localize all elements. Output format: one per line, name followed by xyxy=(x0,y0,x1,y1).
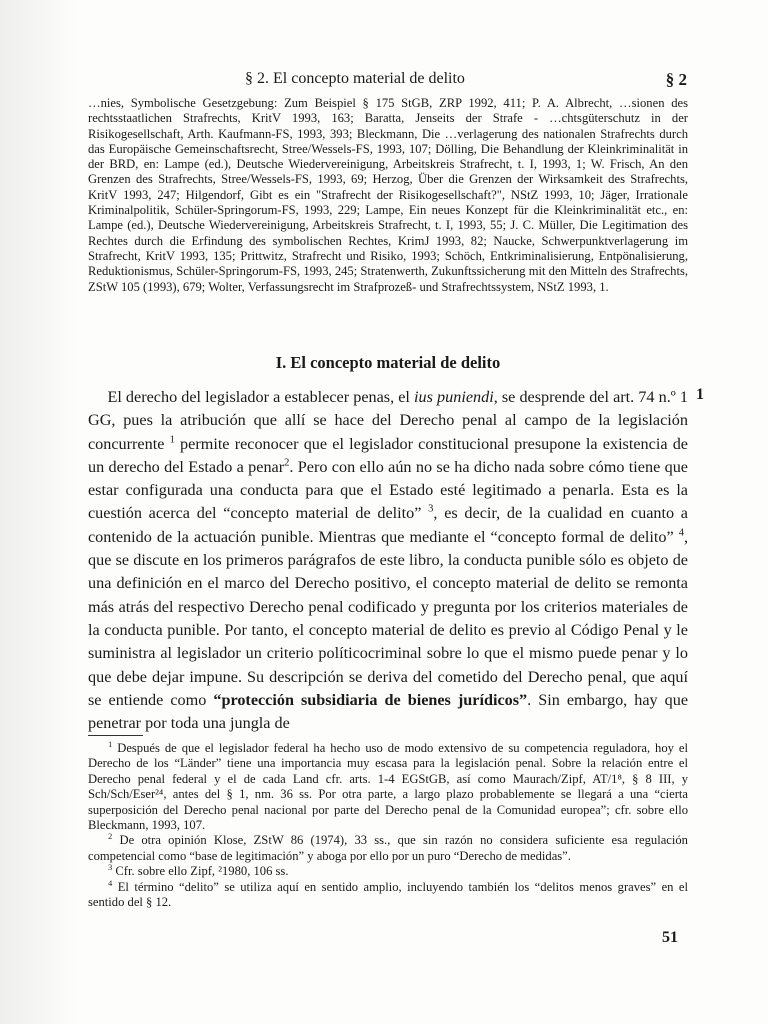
text-run: , se desprende del art. 74 n.º 1 GG, pues la atribución que allí se hace del Derecho penal al campo de la legislación concurrente xyxy=(88,388,688,453)
footnote-1 xyxy=(88,741,688,833)
footnote-number: 2 xyxy=(108,832,113,842)
footnote-ref: 2 xyxy=(284,457,290,469)
section-heading: I. El concepto material de delito xyxy=(275,353,501,372)
footnote-text: Cfr. sobre ello Zipf, ²1980, 106 ss. xyxy=(115,864,289,879)
footnotes xyxy=(88,741,688,910)
running-head-section: § 2 xyxy=(665,70,687,89)
footnote-4 xyxy=(88,880,688,911)
margin-number: 1 xyxy=(696,386,704,403)
text-run: , es decir, de la cualidad en cuanto a contenido de la actuación punible. Mientras que mediante el “concepto formal de delito” xyxy=(88,504,688,546)
footnote-rule xyxy=(88,735,143,736)
footnote-number: 1 xyxy=(108,739,113,749)
footnote-number: 4 xyxy=(108,878,113,888)
footnote-number: 3 xyxy=(108,863,113,873)
text-run: El derecho del legislador a establecer penas, el xyxy=(107,388,415,406)
text-run: . Pero con ello aún no se ha dicho nada sobre cómo tiene que estar configurada una conducta para que el Estado esté legitimado a penarla. Esta es la cuestión acerca del “concepto material de delito” xyxy=(88,457,688,523)
footnote-ref: 1 xyxy=(169,434,175,446)
bibliography-text: …nies, Symbolische Gesetzgebung: Zum Beispiel § 175 StGB, ZRP 1992, 411; P. A. Albrecht, …sionen des rechtsstaatlichen Strafrechts, KritV 1993, 163; Baratta, Jenseits der Strafe - …chtsgüterschutz in der Risikogesellschaft, Arth. Kaufmann-FS, 1993, 393; Bleckmann, Die …verlagerung des nationalen Strafrechts durch das Europäische Gemeinschaftsrecht, Stree/Wessels-FS, 1993, 107; Dölling, Die Behandlung der Kleinkriminalität in der BRD, en: Lampe (ed.), Deutsche Wiedervereinigung, Arbeitskreis Strafrecht, t. I, 1993, 1; W. Frisch, An den Grenzen des Strafrechts, Stree/Wessels-FS, 1993, 69; Herzog, Über die Grenzen der Wirksamkeit des Strafrechts, KritV 1993, 247; Hilgendorf, Gibt es ein "Strafrecht der Risikogesellschaft?", NStZ 1993, 10; Jäger, Irrationale Kriminalpolitik, Schüler-Springorum-FS, 1993, 229; Lampe, Ein neues Konzept für die Kleinkriminalität etc., en: Lampe (ed.), Deutsche Wiedervereinigung, Arbeitskreis Strafrecht, t. I, 1993, 55; J. C. Müller, Die Legitimation des Rechtes durch die Erfindung des symbolischen Rechtes, KrimJ 1993, 82; Naucke, Schwerpunktverlagerung im Strafrecht, KritV 1993, 135; Prittwitz, Strafrecht und Risiko, 1993; Schöch, Entkriminalisierung, Entpönalisierung, Reduktionismus, Schüler-Springorum-FS, 1993, 245; Stratenwerth, Zukunftssicherung mit den Mitteln des Strafrechts, ZStW 105 (1993), 679; Wolter, Verfassungsrecht im Strafprozeß- und Strafrechtssystem, NStZ 1993, 1. xyxy=(88,96,688,294)
text-run: permite reconocer que el legislador constitucional presupone la existencia de un derecho del Estado a penar xyxy=(88,434,688,476)
text-run: , que se discute en los primeros parágrafos de este libro, la conducta punible sólo es objeto de una definición en el marco del Derecho positivo, el concepto material de delito se remonta más atrás del respectivo Derecho penal codificado y pregunta por los criterios materiales de la conducta punible. Por tanto, el concepto material de delito es previo al Código Penal y le suministra al legislador un criterio políticocriminal sobre lo que el mismo puede penar y lo que debe dejar impune. Su descripción se deriva del cometido del Derecho penal, que aquí se entiende como xyxy=(88,527,688,709)
text-run: . Sin embargo, hay que penetrar por toda una jungla de xyxy=(88,690,688,733)
footnote-2 xyxy=(88,833,688,864)
bold-term: “protección subsidiaria de bienes jurídicos” xyxy=(213,690,528,709)
running-head xyxy=(245,70,687,90)
footnote-3 xyxy=(88,864,688,879)
footnote-text: Después de que el legislador federal ha hecho uso de modo extensivo de su competencia reguladora, hoy el Derecho de los “Länder” tiene una importancia muy escasa para la legislación penal. Sobre la relación entre el Derecho penal federal y el de cada Land cfr. arts. 1-4 EGStGB, así como Maurach/Zipf, AT/1⁸, § 8 III, y Sch/Sch/Eser²⁴, antes del § 1, nm. 36 ss. Por otra parte, a largo plazo probablemente se llegará a una “cierta superposición del Derecho penal nacional por parte del Derecho penal de la Comunidad europea”; cfr. sobre ello Bleckmann, 1993, 107. xyxy=(88,741,688,833)
body-paragraph xyxy=(88,386,688,735)
footnote-ref: 4 xyxy=(678,527,684,539)
footnote-ref: 3 xyxy=(428,504,434,516)
page-number: 51 xyxy=(662,929,678,946)
footnote-text: De otra opinión Klose, ZStW 86 (1974), 33 ss., que sin razón no considera suficiente esa regulación competencial como “base de legitimación” y aboga por ello por un puro “Derecho de medidas”. xyxy=(88,833,688,863)
footnote-text: El término “delito” se utiliza aquí en sentido amplio, incluyendo también los “delitos menos graves” en el sentido del § 12. xyxy=(88,879,689,910)
bibliography-block xyxy=(88,96,688,295)
body-text xyxy=(88,386,688,735)
italic-term: ius puniendi xyxy=(414,388,494,406)
running-head-title: § 2. El concepto material de delito xyxy=(245,70,465,87)
binding-shadow xyxy=(0,0,80,1024)
